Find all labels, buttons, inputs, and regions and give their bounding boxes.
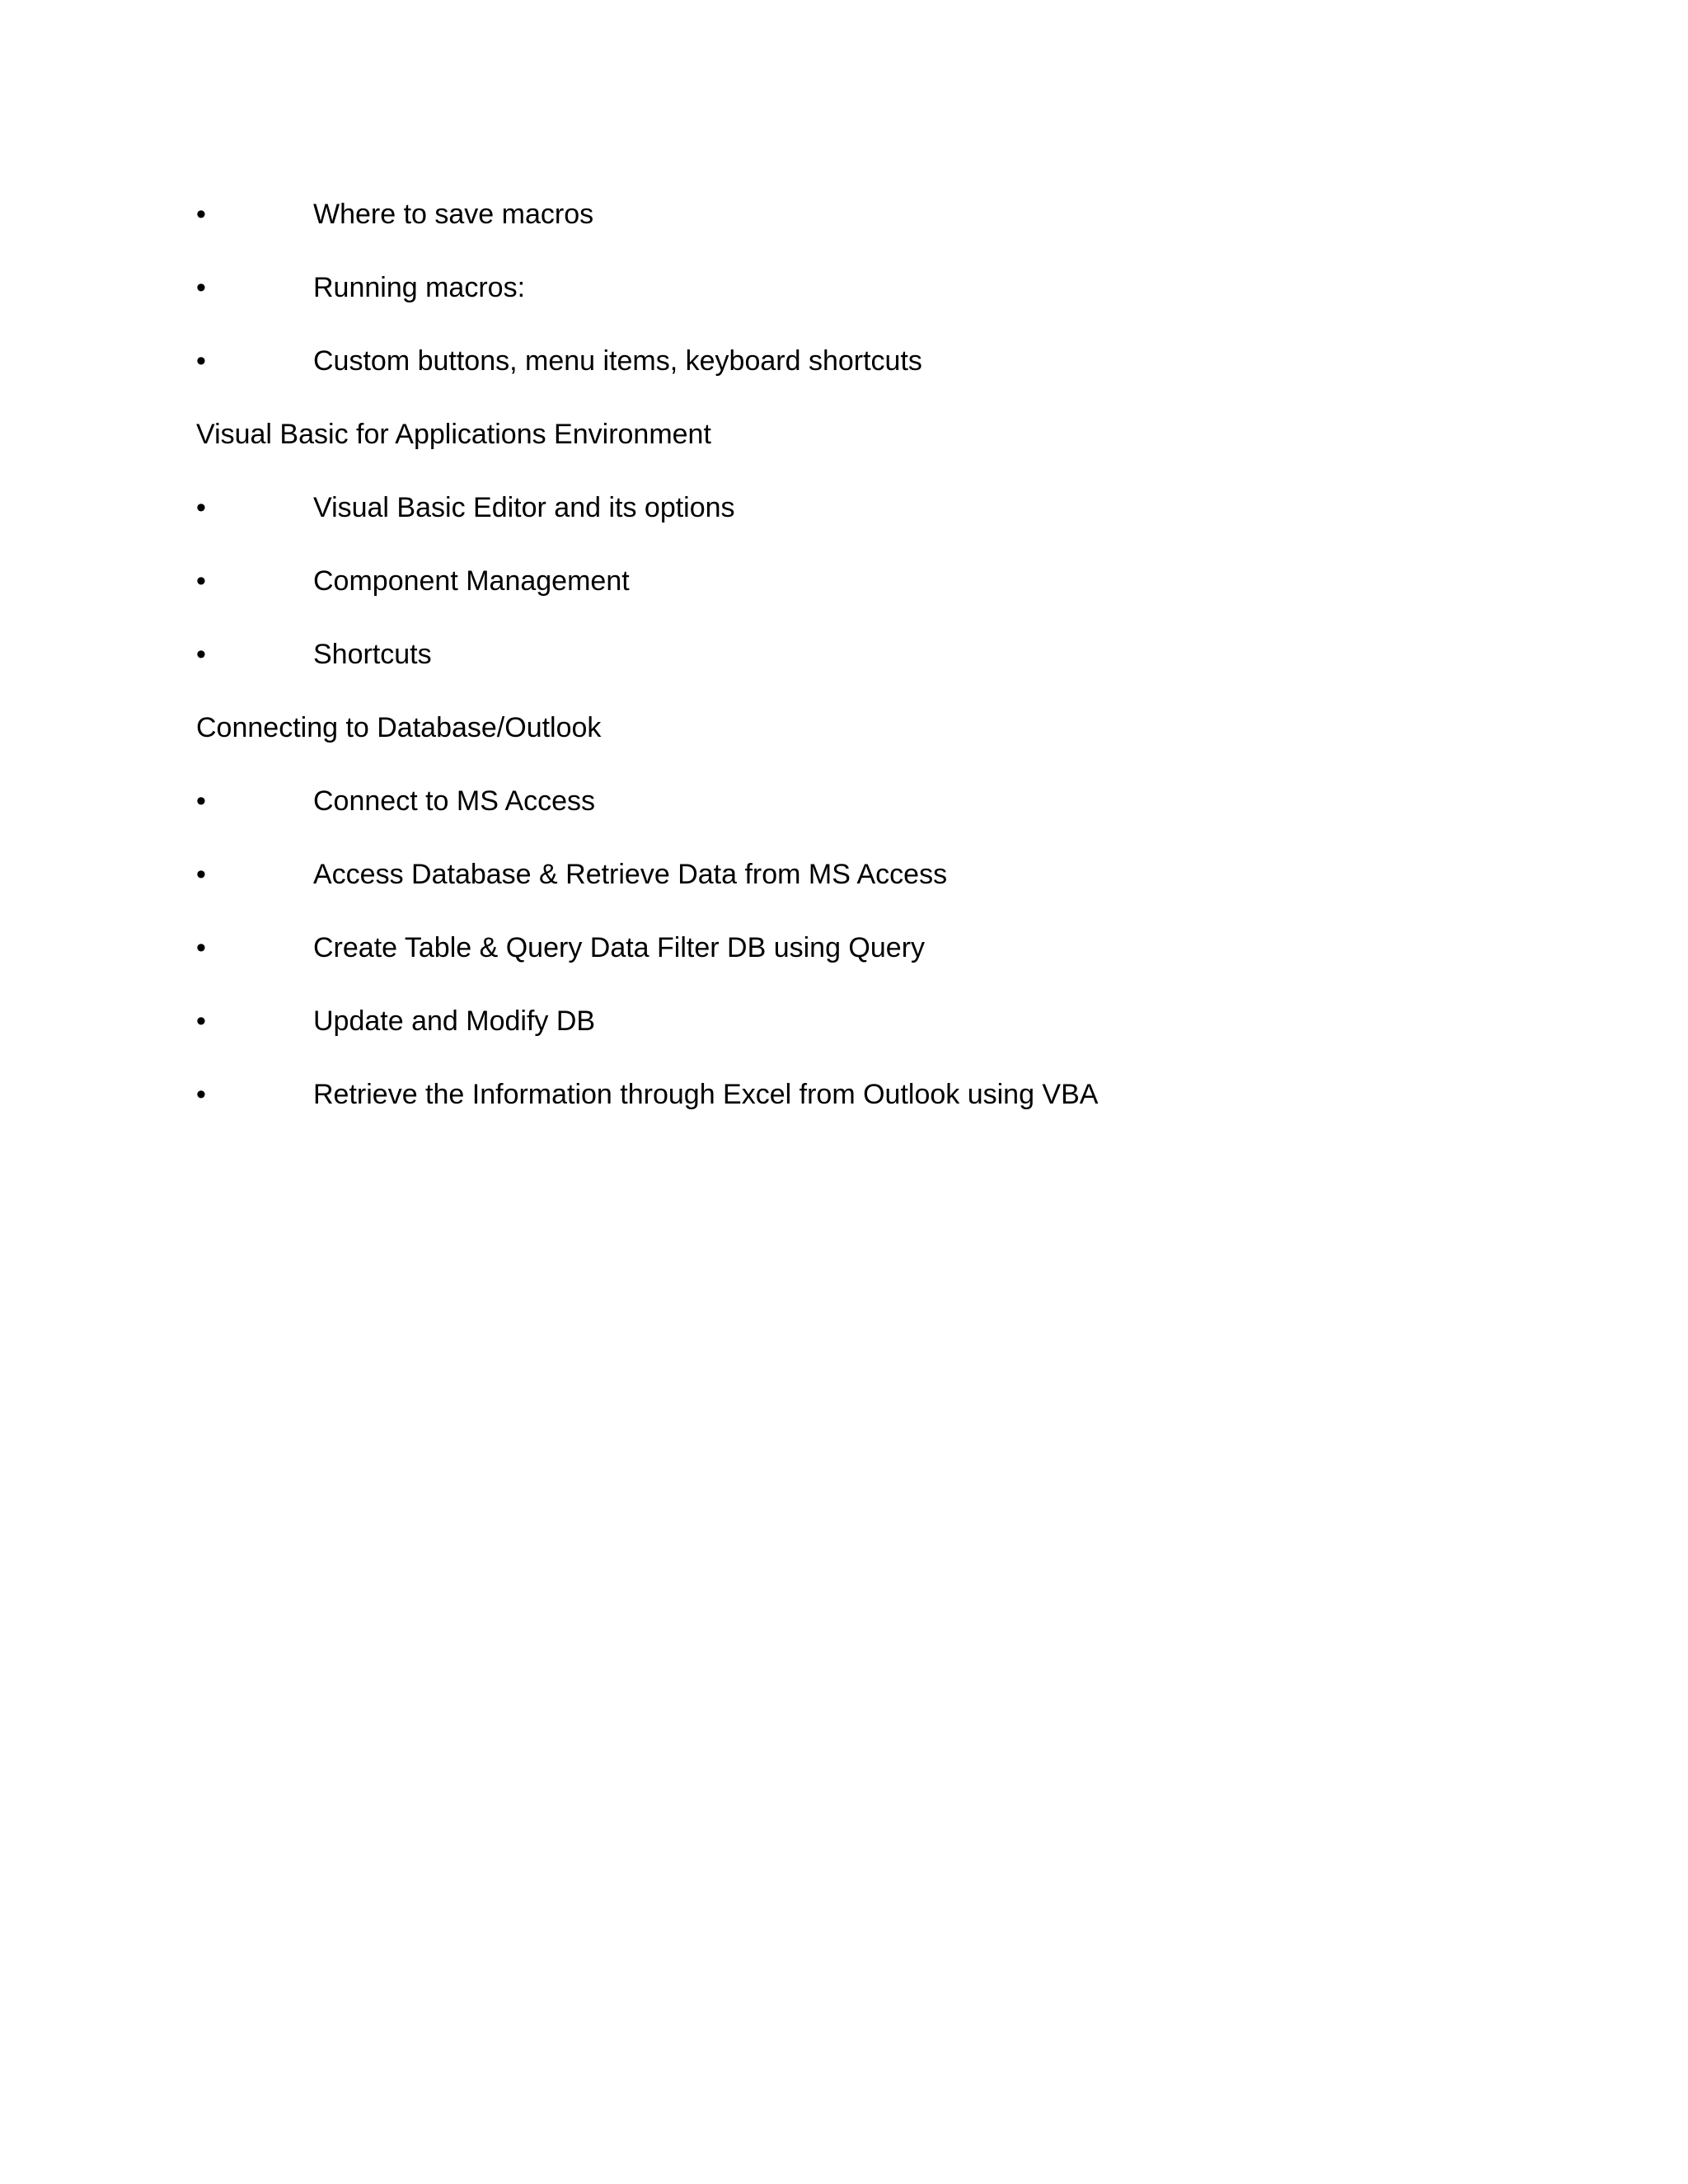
list-item: [196, 923, 1556, 996]
bullet-icon: •: [196, 1079, 206, 1110]
list-item: [196, 190, 1556, 263]
list-item-text: Custom buttons, menu items, keyboard shortcuts: [313, 345, 922, 377]
bullet-icon: •: [196, 345, 206, 377]
list-item: [196, 263, 1556, 336]
bullet-icon: •: [196, 785, 206, 817]
section-heading-text: Visual Basic for Applications Environment: [196, 419, 711, 450]
list-item: [196, 336, 1556, 410]
section-heading-text: Connecting to Database/Outlook: [196, 712, 602, 743]
list-item-text: Create Table & Query Data Filter DB using Query: [313, 932, 926, 963]
list-item: [196, 1070, 1556, 1143]
bullet-icon: •: [196, 565, 206, 597]
bullet-icon: •: [196, 639, 206, 670]
list-item-text: Component Management: [313, 565, 630, 597]
list-item-text: Access Database & Retrieve Data from MS Access: [313, 859, 948, 890]
bullet-icon: •: [196, 859, 206, 890]
list-item-text: Retrieve the Information through Excel from Outlook using VBA: [313, 1079, 1099, 1110]
list-item-text: Update and Modify DB: [313, 1005, 596, 1037]
list-item-text: Shortcuts: [313, 639, 432, 670]
list-item: [196, 483, 1556, 556]
list-item: [196, 850, 1556, 923]
bullet-icon: •: [196, 492, 206, 523]
list-item: [196, 556, 1556, 630]
section-heading: [196, 703, 1556, 776]
bullet-icon: •: [196, 199, 206, 230]
bullet-icon: •: [196, 272, 206, 303]
list-item-text: Connect to MS Access: [313, 785, 596, 817]
list-item: [196, 630, 1556, 703]
list-item-text: Visual Basic Editor and its options: [313, 492, 735, 523]
bullet-icon: •: [196, 932, 206, 963]
bullet-icon: •: [196, 1005, 206, 1037]
document-content: [196, 190, 1556, 1143]
list-item: [196, 776, 1556, 850]
section-heading: [196, 410, 1556, 483]
list-item-text: Where to save macros: [313, 199, 594, 230]
list-item: [196, 996, 1556, 1070]
list-item-text: Running macros:: [313, 272, 526, 303]
